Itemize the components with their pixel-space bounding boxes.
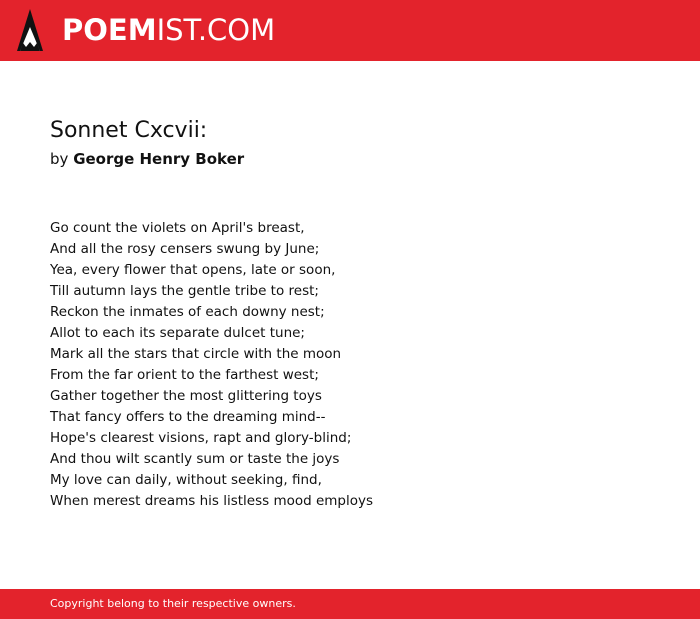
poem-line: Till autumn lays the gentle tribe to rest;: [50, 283, 319, 299]
poem-line: Go count the violets on April's breast,: [50, 220, 305, 236]
poem-line: Reckon the inmates of each downy nest;: [50, 304, 325, 320]
site-footer: [0, 589, 700, 619]
logo-light-text: IST.COM: [156, 13, 276, 47]
poem-line: That fancy offers to the dreaming mind--: [50, 409, 326, 425]
poem-line: And thou wilt scantly sum or taste the joys: [50, 451, 340, 467]
poem-line: And all the rosy censers swung by June;: [50, 241, 320, 257]
poem-body: [50, 218, 373, 512]
poem-line: My love can daily, without seeking, find,: [50, 472, 322, 488]
copyright-text: Copyright belong to their respective owners.: [50, 597, 296, 610]
site-logo[interactable]: [62, 12, 275, 48]
author-name: George Henry Boker: [73, 150, 245, 168]
poem-line: Gather together the most glittering toys: [50, 388, 322, 404]
site-header: [0, 0, 700, 61]
poem-title: Sonnet Cxcvii:: [50, 118, 208, 143]
pencil-logo-icon[interactable]: [17, 9, 43, 51]
poem-line: From the far orient to the farthest west;: [50, 367, 319, 383]
poem-line: Hope's clearest visions, rapt and glory-blind;: [50, 430, 352, 446]
poem-line: Yea, every flower that opens, late or soon,: [50, 262, 336, 278]
by-label: by: [50, 150, 69, 168]
poem-line: Mark all the stars that circle with the moon: [50, 346, 342, 362]
byline: [50, 148, 244, 170]
poem-line: Allot to each its separate dulcet tune;: [50, 325, 305, 341]
logo-bold-text: POEM: [62, 13, 157, 47]
poem-line: When merest dreams his listless mood employs: [50, 493, 374, 509]
